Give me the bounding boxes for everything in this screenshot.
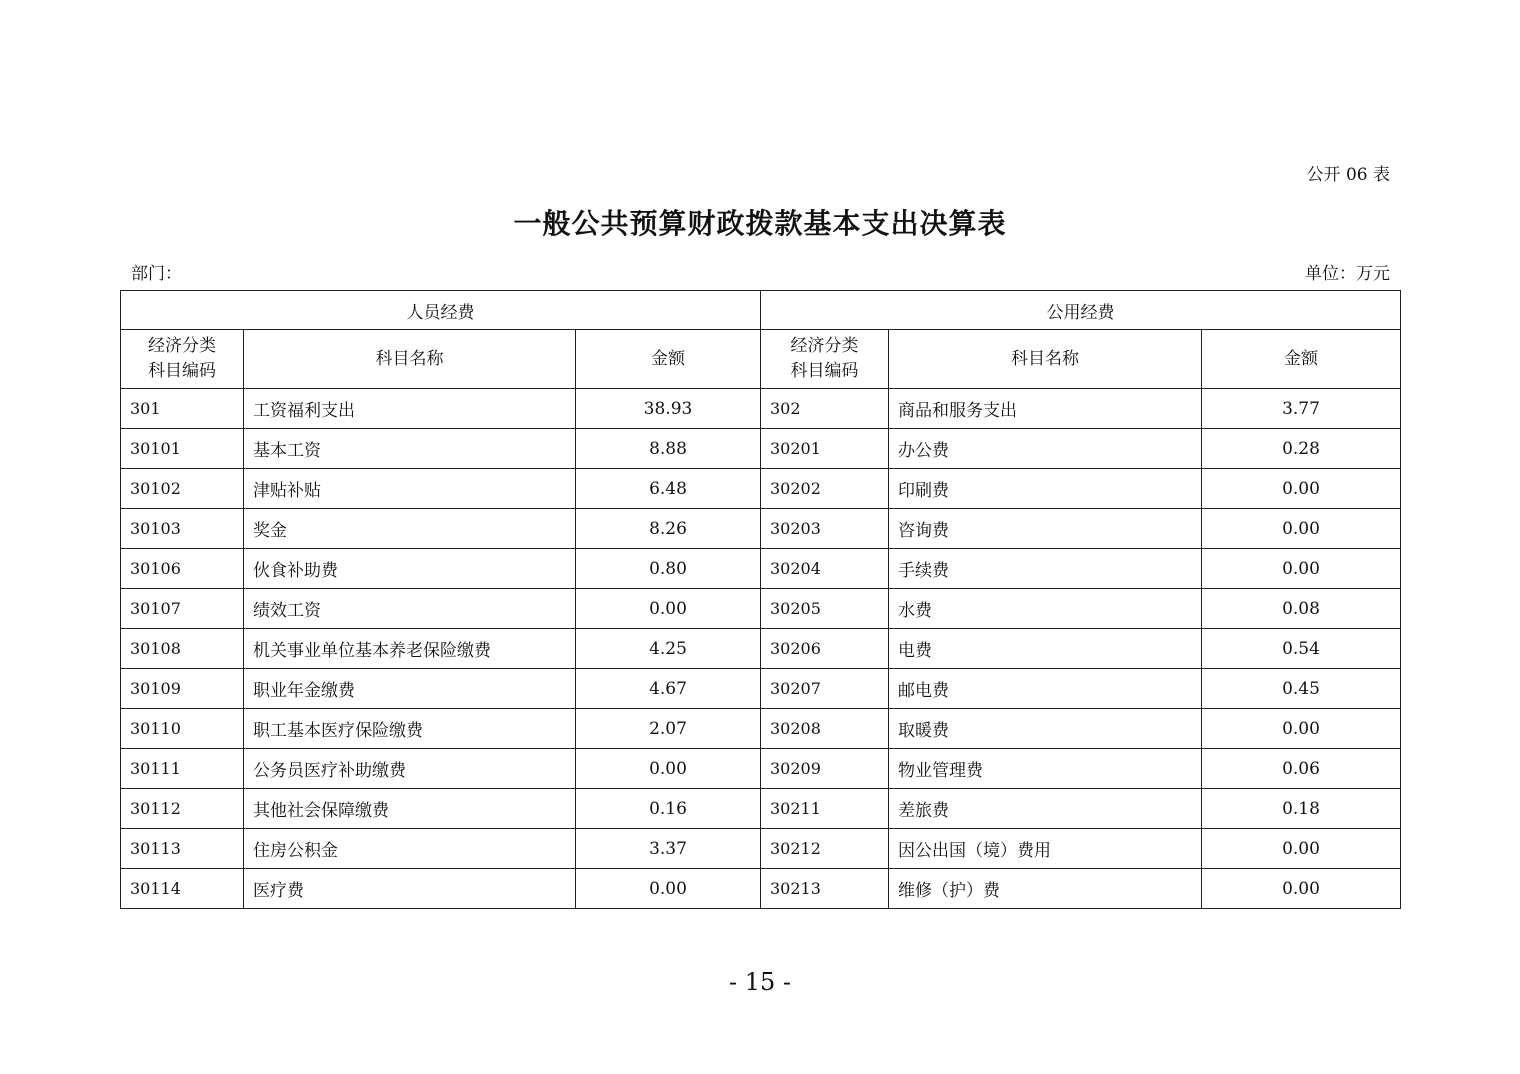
name-right: 手续费 bbox=[889, 549, 1202, 589]
department-label: 部门： bbox=[131, 264, 182, 284]
name-left: 职工基本医疗保险缴费 bbox=[244, 709, 576, 749]
amount-left: 0.00 bbox=[576, 749, 761, 789]
header-name-left: 科目名称 bbox=[244, 330, 576, 389]
column-header-row bbox=[121, 330, 1401, 389]
table-row bbox=[121, 669, 1401, 709]
table-row bbox=[121, 389, 1401, 429]
name-right: 取暖费 bbox=[889, 709, 1202, 749]
table-row bbox=[121, 509, 1401, 549]
group-personnel-header: 人员经费 bbox=[121, 291, 761, 330]
name-left: 伙食补助费 bbox=[244, 549, 576, 589]
code-right: 30203 bbox=[761, 509, 889, 549]
form-number: 公开 06 表 bbox=[1306, 165, 1390, 185]
header-amount-right: 金额 bbox=[1202, 330, 1401, 389]
amount-left: 4.67 bbox=[576, 669, 761, 709]
amount-right: 0.00 bbox=[1202, 709, 1401, 749]
amount-right: 0.45 bbox=[1202, 669, 1401, 709]
name-right: 物业管理费 bbox=[889, 749, 1202, 789]
amount-left: 0.00 bbox=[576, 589, 761, 629]
name-left: 津贴补贴 bbox=[244, 469, 576, 509]
document-title: 一般公共预算财政拨款基本支出决算表 bbox=[513, 207, 1007, 240]
amount-right: 3.77 bbox=[1202, 389, 1401, 429]
amount-left: 8.88 bbox=[576, 429, 761, 469]
amount-right: 0.00 bbox=[1202, 549, 1401, 589]
header-code-right bbox=[761, 330, 889, 389]
table-row bbox=[121, 549, 1401, 589]
table-row bbox=[121, 629, 1401, 669]
name-right: 维修（护）费 bbox=[889, 869, 1202, 909]
code-right: 30209 bbox=[761, 749, 889, 789]
name-right: 邮电费 bbox=[889, 669, 1202, 709]
code-right: 30206 bbox=[761, 629, 889, 669]
page-number: - 15 - bbox=[728, 968, 791, 996]
code-right: 30202 bbox=[761, 469, 889, 509]
name-right: 差旅费 bbox=[889, 789, 1202, 829]
code-right: 30201 bbox=[761, 429, 889, 469]
table-row bbox=[121, 749, 1401, 789]
name-left: 机关事业单位基本养老保险缴费 bbox=[244, 629, 576, 669]
name-left: 医疗费 bbox=[244, 869, 576, 909]
table-row bbox=[121, 829, 1401, 869]
table-row bbox=[121, 589, 1401, 629]
amount-right: 0.00 bbox=[1202, 869, 1401, 909]
amount-right: 0.00 bbox=[1202, 509, 1401, 549]
header-code-line1: 经济分类 bbox=[790, 336, 859, 356]
header-amount-left: 金额 bbox=[576, 330, 761, 389]
amount-right: 0.54 bbox=[1202, 629, 1401, 669]
name-left: 奖金 bbox=[244, 509, 576, 549]
code-right: 30211 bbox=[761, 789, 889, 829]
amount-left: 0.80 bbox=[576, 549, 761, 589]
amount-right: 0.28 bbox=[1202, 429, 1401, 469]
name-right: 办公费 bbox=[889, 429, 1202, 469]
budget-table bbox=[120, 290, 1401, 909]
name-right: 因公出国（境）费用 bbox=[889, 829, 1202, 869]
amount-left: 3.37 bbox=[576, 829, 761, 869]
amount-right: 0.00 bbox=[1202, 829, 1401, 869]
group-public-header: 公用经费 bbox=[761, 291, 1401, 330]
name-right: 电费 bbox=[889, 629, 1202, 669]
name-left: 公务员医疗补助缴费 bbox=[244, 749, 576, 789]
amount-left: 6.48 bbox=[576, 469, 761, 509]
code-right: 30213 bbox=[761, 869, 889, 909]
amount-right: 0.18 bbox=[1202, 789, 1401, 829]
table-row bbox=[121, 709, 1401, 749]
group-header-row bbox=[121, 291, 1401, 330]
amount-right: 0.06 bbox=[1202, 749, 1401, 789]
table-row bbox=[121, 469, 1401, 509]
header-code-left bbox=[121, 330, 244, 389]
code-left: 30110 bbox=[121, 709, 244, 749]
name-right: 印刷费 bbox=[889, 469, 1202, 509]
code-left: 30102 bbox=[121, 469, 244, 509]
name-left: 绩效工资 bbox=[244, 589, 576, 629]
code-right: 30207 bbox=[761, 669, 889, 709]
code-right: 30204 bbox=[761, 549, 889, 589]
amount-left: 0.00 bbox=[576, 869, 761, 909]
code-left: 30107 bbox=[121, 589, 244, 629]
amount-right: 0.00 bbox=[1202, 469, 1401, 509]
amount-left: 4.25 bbox=[576, 629, 761, 669]
table-row bbox=[121, 869, 1401, 909]
code-left: 30106 bbox=[121, 549, 244, 589]
table-row bbox=[121, 789, 1401, 829]
code-right: 30208 bbox=[761, 709, 889, 749]
amount-left: 2.07 bbox=[576, 709, 761, 749]
unit-label: 单位：万元 bbox=[1305, 264, 1390, 284]
code-right: 302 bbox=[761, 389, 889, 429]
name-left: 工资福利支出 bbox=[244, 389, 576, 429]
name-left: 住房公积金 bbox=[244, 829, 576, 869]
code-right: 30205 bbox=[761, 589, 889, 629]
code-left: 30111 bbox=[121, 749, 244, 789]
amount-left: 0.16 bbox=[576, 789, 761, 829]
amount-left: 8.26 bbox=[576, 509, 761, 549]
name-right: 咨询费 bbox=[889, 509, 1202, 549]
code-left: 30112 bbox=[121, 789, 244, 829]
table-row bbox=[121, 429, 1401, 469]
code-left: 30113 bbox=[121, 829, 244, 869]
header-code-line1: 经济分类 bbox=[148, 336, 216, 356]
name-right: 水费 bbox=[889, 589, 1202, 629]
name-left: 其他社会保障缴费 bbox=[244, 789, 576, 829]
code-left: 30108 bbox=[121, 629, 244, 669]
name-left: 基本工资 bbox=[244, 429, 576, 469]
code-left: 30103 bbox=[121, 509, 244, 549]
amount-right: 0.08 bbox=[1202, 589, 1401, 629]
code-left: 301 bbox=[121, 389, 244, 429]
header-name-right: 科目名称 bbox=[889, 330, 1202, 389]
name-right: 商品和服务支出 bbox=[889, 389, 1202, 429]
code-left: 30101 bbox=[121, 429, 244, 469]
code-right: 30212 bbox=[761, 829, 889, 869]
header-code-line2: 科目编码 bbox=[148, 361, 216, 381]
name-left: 职业年金缴费 bbox=[244, 669, 576, 709]
code-left: 30114 bbox=[121, 869, 244, 909]
amount-left: 38.93 bbox=[576, 389, 761, 429]
header-code-line2: 科目编码 bbox=[790, 361, 859, 381]
code-left: 30109 bbox=[121, 669, 244, 709]
